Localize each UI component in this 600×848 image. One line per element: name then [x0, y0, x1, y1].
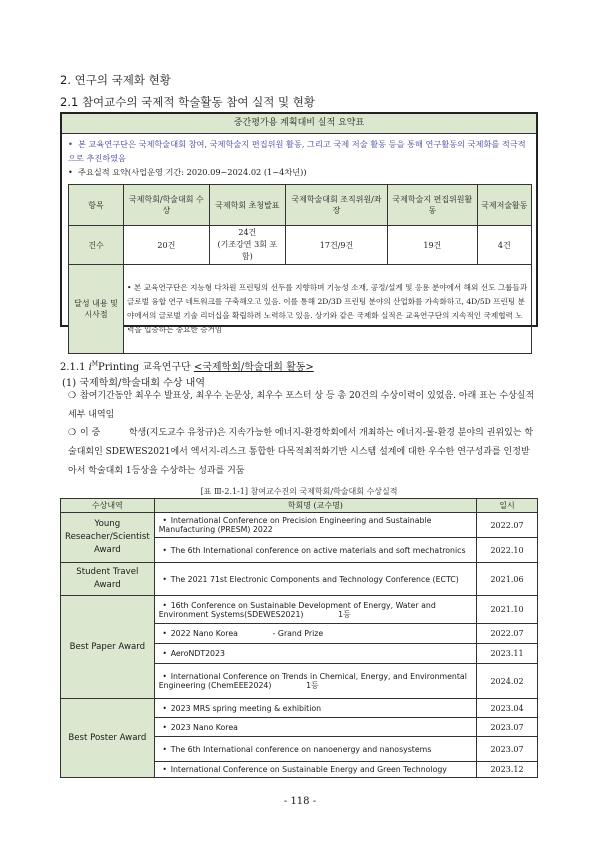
award-date: 2022.07	[477, 624, 538, 644]
summary-title: 중간평가용 계획대비 실적 요약표	[62, 114, 536, 134]
page-number: - 118 -	[283, 796, 317, 807]
summary-box	[60, 112, 538, 334]
award-conference: • 2022 Nano Korea - Grand Prize	[154, 624, 476, 644]
count-cell: 4건	[477, 226, 531, 265]
achievement-text: • 본 교육연구단은 지능형 다차원 프린팅의 선두를 지향하며 기능성 소재, 공정/설계 및 응용 분야에서 해외 선도 그룹들과 글로벌 융합 연구 네트워크를 구축해오고 있음. 이를 통해 2D/3D 프린팅 분야의 산업화를 가속화하고, 4D/5D 프린팅 분야에서의 글로벌 기술 리더십을 확립하려 노력하고 있음. 상기와 같은 국제화 실적은 교육연구단의 지속적인 국제협력 노력을 입증하는 중요한 증거임	[124, 265, 532, 354]
award-conference: • The 6th International conference on nanoenergy and nanosystems	[154, 737, 476, 762]
award-category: Best Paper Award	[61, 596, 155, 699]
award-conference: • International Conference on Sustainable Energy and Green Technology	[154, 762, 476, 778]
count-label: 건수	[69, 226, 124, 265]
award-date: 2021.06	[477, 563, 538, 596]
award-date: 2022.10	[477, 538, 538, 563]
awards-col-date: 일시	[477, 499, 538, 513]
award-date: 2023.07	[477, 718, 538, 737]
summary-header: 국제학술대회 조직위원/좌장	[285, 185, 387, 226]
count-cell: 24건 (기조강연 3회 포함)	[209, 226, 285, 265]
award-conference: • The 6th International conference on active materials and soft mechatronics	[154, 538, 476, 563]
summary-table	[68, 184, 532, 354]
award-date: 2021.10	[477, 596, 538, 624]
summary-header: 국제학술지 편집위원활동	[388, 185, 478, 226]
achievement-label: 달성 내용 및 시사점	[69, 265, 124, 354]
subsection-heading: 2.1 참여교수의 국제적 학술활동 참여 실적 및 현황	[60, 95, 315, 109]
section-heading: 2. 연구의 국제화 현황	[60, 73, 171, 87]
count-cell: 19건	[388, 226, 478, 265]
award-conference: • International Conference on Trends in Chemical, Energy, and Environmental Engineering (ChemEEE2024) 1등	[154, 664, 476, 699]
award-category: Young Reseacher/Scientist Award	[61, 513, 155, 563]
award-category: Best Poster Award	[61, 699, 155, 778]
summary-bullet-1: • 본 교육연구단은 국제학술대회 참여, 국제학술지 편집위원 활동, 그리고 국제 저술 활동 등을 통해 연구활동의 국제화를 적극적으로 추진하였음	[68, 139, 526, 163]
awards-table	[60, 498, 538, 778]
paragraph-1: ❍ 참여기간동안 최우수 발표상, 최우수 논문상, 최우수 포스터 상 등 총 20건의 수상이력이 있었음. 아래 표는 수상실적 세부 내역임	[68, 391, 535, 420]
award-category: Student Travel Award	[61, 563, 155, 596]
award-date: 2024.02	[477, 664, 538, 699]
awards-subheading: (1) 국제학회/학술대회 수상 내역	[62, 378, 205, 389]
summary-bullet-2: • 주요실적 요약(사업운영 기간: 2020.09~2024.02 (1~4차년))	[68, 167, 307, 177]
summary-header: 국제학회 초청발표	[209, 185, 285, 226]
awards-col-category: 수상내역	[61, 499, 155, 513]
awards-col-conference: 학회명 (교수명)	[154, 499, 476, 513]
summary-header-item: 항목	[69, 185, 124, 226]
summary-header: 국제저술활동	[477, 185, 531, 226]
award-conference: • The 2021 71st Electronic Components and Technology Conference (ECTC)	[154, 563, 476, 596]
award-date: 2023.07	[477, 737, 538, 762]
table-caption: [표 Ⅲ-2.1-1] 참여교수진의 국제학회/학술대회 수상실적	[200, 487, 398, 496]
award-conference: • 16th Conference on Sustainable Development of Energy, Water and Environment Systems(SDEWES2021) 1등	[154, 596, 476, 624]
award-conference: • 2023 MRS spring meeting & exhibition	[154, 699, 476, 718]
subsubsection-heading: 2.1.1 $i^MPrinting$ 교육연구단 <국제학회/학술대회 활동>	[60, 360, 314, 373]
award-date: 2023.11	[477, 644, 538, 664]
award-conference: • International Conference on Precision Engineering and Sustainable Manufacturing (PRESM) 2022	[154, 513, 476, 538]
award-conference: • 2023 Nano Korea	[154, 718, 476, 737]
count-cell: 17건/9건	[285, 226, 387, 265]
award-date: 2022.07	[477, 513, 538, 538]
award-date: 2023.04	[477, 699, 538, 718]
count-cell: 20건	[124, 226, 210, 265]
paragraph-2: ❍ 이 중 학생(지도교수 유창규)은 지속가능한 에너지-환경학회에서 개최하는 에너지-물-환경 분야의 권위있는 학술대회인 SDEWES2021에서 엑서지-리스크 통합한 다목적최적화기반 시스템 설계에 대한 우수한 연구성과를 인정받아서 학술대회 1등상을 수상하는 성과를 거둠	[68, 428, 534, 476]
award-date: 2023.12	[477, 762, 538, 778]
award-conference: • AeroNDT2023	[154, 644, 476, 664]
summary-header: 국제학회/학술대회 수상	[124, 185, 210, 226]
